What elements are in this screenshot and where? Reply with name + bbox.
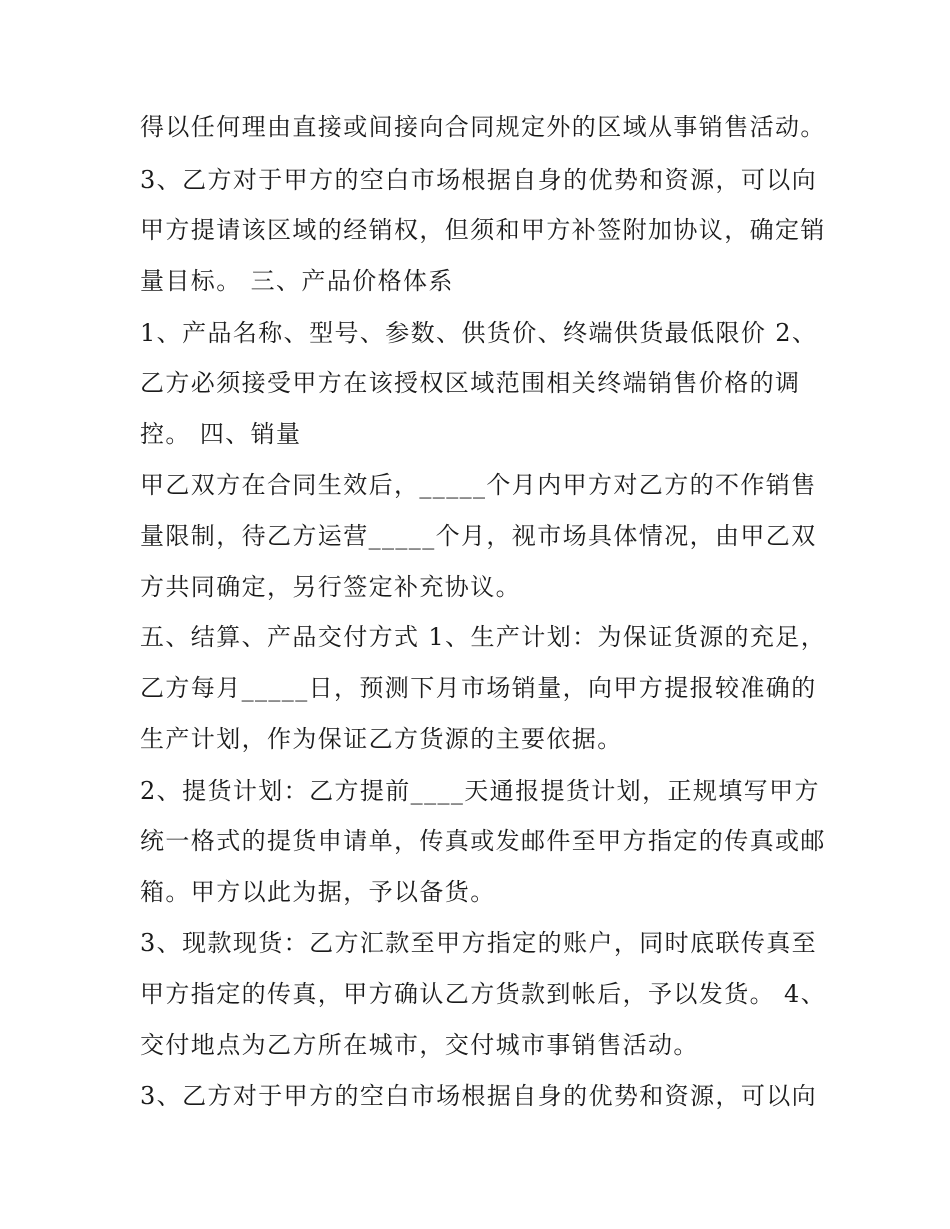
text-line: 2、提货计划：乙方提前____天通报提货计划，正规填写甲方 [140,777,820,805]
text-line: 甲方指定的传真，甲方确认乙方货款到帐后，予以发货。 4、 [140,980,827,1008]
text-line: 方共同确定，另行签定补充协议。 [140,573,521,601]
text-line: 交付地点为乙方所在城市，交付城市事销售活动。 [140,1031,699,1059]
text-line: 3、乙方对于甲方的空白市场根据自身的优势和资源，可以向 [140,1082,818,1110]
text-line: 生产计划，作为保证乙方货源的主要依据。 [140,725,623,753]
text-line: 3、乙方对于甲方的空白市场根据自身的优势和资源，可以向 [140,166,818,194]
text-line: 统一格式的提货申请单，传真或发邮件至甲方指定的传真或邮 [140,827,826,855]
text-line: 乙方必须接受甲方在该授权区域范围相关终端销售价格的调 [140,369,801,397]
text-line: 甲乙双方在合同生效后，_____个月内甲方对乙方的不作销售 [140,471,817,499]
text-line: 量目标。 三、产品价格体系 [140,267,454,295]
text-line: 1、产品名称、型号、参数、供货价、终端供货最低限价 2、 [140,319,818,347]
text-line: 控。 四、销量 [140,420,302,448]
text-line: 乙方每月_____日，预测下月市场销量，向甲方提报较准确的 [140,674,817,702]
text-line: 箱。甲方以此为据，予以备货。 [140,878,496,906]
text-line: 得以任何理由直接或间接向合同规定外的区域从事销售活动。 [140,113,826,141]
text-line: 五、结算、产品交付方式 1、生产计划：为保证货源的充足， [140,623,827,651]
text-line: 甲方提请该区域的经销权，但须和甲方补签附加协议，确定销 [140,216,826,244]
text-line: 3、现款现货：乙方汇款至甲方指定的账户，同时底联传真至 [140,929,818,957]
text-line: 量限制，待乙方运营_____个月，视市场具体情况，由甲乙双 [140,522,817,550]
